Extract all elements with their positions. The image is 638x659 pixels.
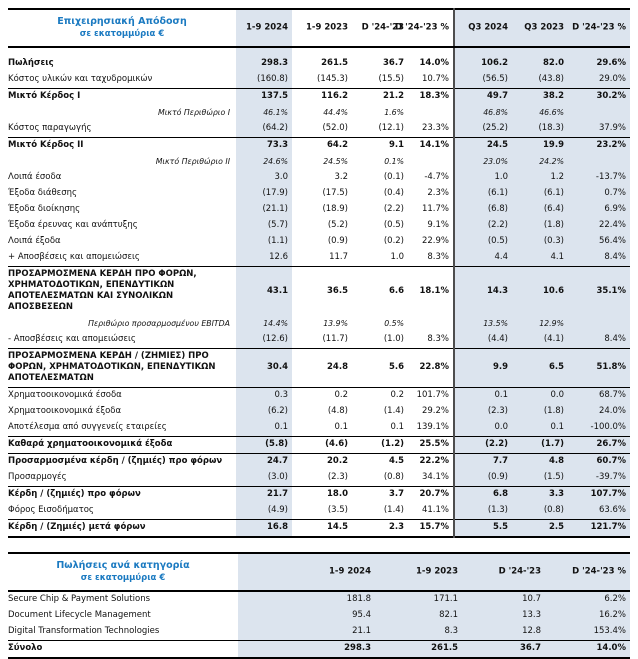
table-cell: 22.4% bbox=[568, 218, 630, 234]
table-cell: 0.1% bbox=[384, 157, 404, 166]
table-cell: 51.8% bbox=[568, 348, 630, 387]
table-row bbox=[8, 137, 630, 154]
row-label: Κέρδη / (Ζημιές) μετά φόρων bbox=[8, 519, 236, 537]
table-cell: (6.4) bbox=[512, 202, 568, 218]
table-title-cell bbox=[8, 553, 238, 591]
table-title: Πωλήσεις ανά κατηγορία bbox=[56, 559, 190, 571]
table-row bbox=[8, 154, 630, 170]
table-cell: 2.3 bbox=[352, 519, 408, 537]
row-label: Μικτό Κέρδος II bbox=[8, 137, 236, 154]
table-cell: 63.6% bbox=[568, 503, 630, 520]
table-cell: 14.1% bbox=[408, 137, 454, 154]
table-cell: 6.8 bbox=[454, 486, 512, 503]
table-cell: 35.1% bbox=[568, 266, 630, 316]
table-cell: 14.5 bbox=[292, 519, 352, 537]
table-cell: 20.7% bbox=[408, 486, 454, 503]
table-cell: (64.2) bbox=[236, 121, 292, 138]
table-cell: (0.4) bbox=[383, 188, 404, 198]
table-row bbox=[8, 453, 630, 470]
table-cell: (52.0) bbox=[322, 123, 348, 133]
table-cell: (25.2) bbox=[454, 121, 512, 138]
table-cell: (3.5) bbox=[327, 505, 348, 515]
table-cell: -39.7% bbox=[568, 470, 630, 487]
table-row bbox=[8, 486, 630, 503]
table-cell: 11.7 bbox=[329, 252, 348, 262]
column-header: D '24-'23 % bbox=[408, 9, 454, 47]
table-cell: 11.7% bbox=[421, 204, 449, 214]
table-row bbox=[8, 348, 630, 387]
table-row bbox=[8, 436, 630, 453]
column-header: 1-9 2024 bbox=[238, 553, 375, 591]
table-cell: 7.7 bbox=[454, 453, 512, 470]
table-cell: 36.7 bbox=[383, 58, 404, 68]
table-cell: 0.1 bbox=[334, 422, 348, 432]
header-row bbox=[8, 553, 630, 591]
table-cell: 0.2 bbox=[352, 387, 408, 404]
row-label: Κέρδη / (ζημιές) προ φόρων bbox=[8, 486, 236, 503]
table-row bbox=[8, 640, 630, 658]
table-cell: (43.8) bbox=[512, 72, 568, 89]
table-cell: 1.6% bbox=[384, 108, 404, 117]
table-cell: -4.7% bbox=[424, 172, 449, 182]
table-cell: (11.7) bbox=[322, 334, 348, 344]
table-cell: (1.4) bbox=[383, 406, 404, 416]
table-cell: (0.8) bbox=[383, 472, 404, 482]
table-cell: 29.2% bbox=[421, 406, 449, 416]
table-cell: 23.3% bbox=[421, 123, 449, 133]
table-cell: 29.6% bbox=[568, 47, 630, 72]
row-label: Μικτό Κέρδος I bbox=[8, 88, 236, 105]
table-cell: -13.7% bbox=[568, 170, 630, 186]
table-cell: 68.7% bbox=[568, 387, 630, 404]
table-cell: 1.2 bbox=[512, 170, 568, 186]
table-cell: 24.5 bbox=[454, 137, 512, 154]
table-cell: 10.7% bbox=[421, 74, 449, 84]
table-cell bbox=[408, 316, 454, 332]
table-cell: (2.2) bbox=[454, 436, 512, 453]
table-cell: 64.2 bbox=[292, 137, 352, 154]
table-cell: 14.4% bbox=[236, 316, 292, 332]
row-label: Πωλήσεις bbox=[8, 58, 54, 68]
table-cell: (0.5) bbox=[454, 234, 512, 250]
row-label: Έξοδα έρευνας και ανάπτυξης bbox=[8, 220, 138, 230]
table-cell: (1.4) bbox=[383, 505, 404, 515]
table-cell: (12.6) bbox=[236, 332, 292, 349]
table-cell: 3.2 bbox=[334, 172, 348, 182]
table-cell: 24.6% bbox=[236, 154, 292, 170]
table-cell: (17.5) bbox=[322, 188, 348, 198]
table-cell: 73.3 bbox=[236, 137, 292, 154]
table-cell: 29.0% bbox=[568, 72, 630, 89]
table-cell: 181.8 bbox=[238, 591, 375, 608]
table-cell: (1.2) bbox=[352, 436, 408, 453]
table-cell: 5.6 bbox=[352, 348, 408, 387]
table-cell: 24.8 bbox=[292, 348, 352, 387]
table-cell: 24.7 bbox=[236, 453, 292, 470]
table-row bbox=[8, 88, 630, 105]
row-label: Document Lifecycle Management bbox=[8, 610, 151, 620]
table-cell: 8.3% bbox=[427, 334, 449, 344]
row-label: - Αποσβέσεις και απομειώσεις bbox=[8, 334, 136, 344]
table-row bbox=[8, 186, 630, 202]
table-cell: (1.8) bbox=[512, 404, 568, 420]
table-cell: 18.0 bbox=[292, 486, 352, 503]
table-cell: (1.7) bbox=[512, 436, 568, 453]
table-cell: 46.8% bbox=[454, 105, 512, 121]
table-cell: 298.3 bbox=[236, 47, 292, 72]
row-label: Κόστος υλικών και ταχυδρομικών bbox=[8, 74, 153, 84]
column-header: Q3 2023 bbox=[512, 9, 568, 47]
table-title: Επιχειρησιακή Απόδοση bbox=[57, 16, 187, 27]
table-row bbox=[8, 503, 630, 520]
table-cell: (1.1) bbox=[236, 234, 292, 250]
table-cell: 44.4% bbox=[323, 108, 348, 117]
table-cell: 43.1 bbox=[236, 266, 292, 316]
table-cell: 22.8% bbox=[408, 348, 454, 387]
row-label: Secure Chip & Payment Solutions bbox=[8, 594, 151, 604]
table-cell: 41.1% bbox=[421, 505, 449, 515]
table-cell: 16.2% bbox=[545, 608, 630, 624]
table-cell: 60.7% bbox=[568, 453, 630, 470]
table-cell: (0.9) bbox=[327, 236, 348, 246]
row-label: Καθαρά χρηματοοικονομικά έξοδα bbox=[8, 436, 236, 453]
table-cell: 8.4% bbox=[568, 332, 630, 349]
table-cell: 0.1 bbox=[454, 387, 512, 404]
table-cell: 23.2% bbox=[568, 137, 630, 154]
table-cell bbox=[568, 154, 630, 170]
table-cell: 5.5 bbox=[454, 519, 512, 537]
table-cell: (18.9) bbox=[322, 204, 348, 214]
table-cell: 4.4 bbox=[454, 250, 512, 267]
table-cell: (5.8) bbox=[236, 436, 292, 453]
table-cell: 56.4% bbox=[568, 234, 630, 250]
table-cell: 24.2% bbox=[512, 154, 568, 170]
table-cell: 0.5% bbox=[384, 319, 404, 328]
table-cell: 107.7% bbox=[568, 486, 630, 503]
table-cell: 21.2 bbox=[352, 88, 408, 105]
table-cell: 116.2 bbox=[292, 88, 352, 105]
table-cell: 261.5 bbox=[321, 58, 348, 68]
table-cell: 4.1 bbox=[512, 250, 568, 267]
table-cell: 8.3 bbox=[375, 624, 462, 641]
table-cell: 12.6 bbox=[236, 250, 292, 267]
table-cell: 6.2% bbox=[545, 591, 630, 608]
table-cell: (6.1) bbox=[454, 186, 512, 202]
sales-by-category-table bbox=[8, 552, 630, 659]
table-cell: 3.3 bbox=[512, 486, 568, 503]
row-label: Λοιπά έξοδα bbox=[8, 236, 61, 246]
table-cell: (17.9) bbox=[236, 186, 292, 202]
table-cell: (56.5) bbox=[454, 72, 512, 89]
table-cell: 46.1% bbox=[236, 105, 292, 121]
table-cell: 14.0% bbox=[419, 58, 449, 68]
table-cell: 14.0% bbox=[545, 640, 630, 658]
table-cell: 18.1% bbox=[408, 266, 454, 316]
table-cell: 2.5 bbox=[512, 519, 568, 537]
row-label: Έξοδα διοίκησης bbox=[8, 204, 81, 214]
table-cell: 6.6 bbox=[352, 266, 408, 316]
table-cell: 6.9% bbox=[568, 202, 630, 218]
table-cell bbox=[568, 316, 630, 332]
table-subtitle: σε εκατομμύρια € bbox=[80, 572, 166, 583]
row-label: Digital Transformation Technologies bbox=[8, 626, 160, 636]
table-cell: (15.5) bbox=[378, 74, 404, 84]
table-cell: 1.0 bbox=[390, 252, 404, 262]
table-row bbox=[8, 105, 630, 121]
table-cell: (0.2) bbox=[383, 236, 404, 246]
table-cell: 8.4% bbox=[568, 250, 630, 267]
table-cell bbox=[408, 154, 454, 170]
column-header: 1-9 2024 bbox=[236, 9, 292, 47]
table-cell: 15.7% bbox=[408, 519, 454, 537]
table-cell: (2.3) bbox=[327, 472, 348, 482]
table-cell: 2.3% bbox=[427, 188, 449, 198]
table-cell: 3.0 bbox=[236, 170, 292, 186]
table-cell: 0.2 bbox=[292, 387, 352, 404]
table-row bbox=[8, 316, 630, 332]
table-row bbox=[8, 72, 630, 89]
table-row bbox=[8, 608, 630, 624]
table-cell: (4.1) bbox=[512, 332, 568, 349]
table-cell: (0.9) bbox=[454, 470, 512, 487]
table-cell: 0.1 bbox=[390, 422, 404, 432]
table-cell: 4.5 bbox=[352, 453, 408, 470]
table-cell: 106.2 bbox=[454, 47, 512, 72]
row-label: Κόστος παραγωγής bbox=[8, 123, 92, 133]
table-cell: (12.1) bbox=[378, 123, 404, 133]
row-label: Μικτό Περιθώριο II bbox=[155, 157, 230, 166]
table-row bbox=[8, 234, 630, 250]
table-cell: 16.8 bbox=[236, 519, 292, 537]
table-cell: 21.1 bbox=[238, 624, 375, 641]
table-cell: (4.8) bbox=[327, 406, 348, 416]
table-cell: 298.3 bbox=[238, 640, 375, 658]
table-cell: (4.6) bbox=[292, 436, 352, 453]
table-cell: 9.1% bbox=[427, 220, 449, 230]
table-cell: (18.3) bbox=[512, 121, 568, 138]
table-cell: (1.0) bbox=[383, 334, 404, 344]
row-label: ΠΡΟΣΑΡΜΟΣΜΕΝΑ ΚΕΡΔΗ / (ΖΗΜΙΕΣ) ΠΡΟ ΦΟΡΩΝ, ΧΡΗΜΑΤΟΔΟΤΙΚΩΝ, ΕΠΕΝΔΥΤΙΚΩΝ ΑΠΟΤΕΛΕΣΜΑΤΩΝ bbox=[8, 348, 236, 387]
table-cell: (4.9) bbox=[236, 503, 292, 520]
column-header: 1-9 2023 bbox=[375, 553, 462, 591]
row-label: Μικτό Περιθώριο I bbox=[157, 108, 230, 117]
table-row bbox=[8, 519, 630, 537]
table-cell: 22.9% bbox=[421, 236, 449, 246]
table-title-cell bbox=[8, 9, 236, 47]
table-row bbox=[8, 250, 630, 267]
table-cell: (160.8) bbox=[236, 72, 292, 89]
table-cell: 13.3 bbox=[462, 608, 545, 624]
table-cell: 22.2% bbox=[408, 453, 454, 470]
table-cell: 13.5% bbox=[454, 316, 512, 332]
table-cell: (1.5) bbox=[512, 470, 568, 487]
table-cell: 95.4 bbox=[238, 608, 375, 624]
table-cell: 121.7% bbox=[568, 519, 630, 537]
table-cell: 24.5% bbox=[323, 157, 348, 166]
table-cell: 0.0 bbox=[512, 387, 568, 404]
table-row bbox=[8, 47, 630, 72]
column-header: 1-9 2023 bbox=[292, 9, 352, 47]
table-cell: -100.0% bbox=[568, 420, 630, 437]
table-cell: 139.1% bbox=[416, 422, 449, 432]
table-row bbox=[8, 266, 630, 316]
table-cell: 37.9% bbox=[568, 121, 630, 138]
table-cell: 20.2 bbox=[292, 453, 352, 470]
table-cell: 153.4% bbox=[545, 624, 630, 641]
table-cell: 3.7 bbox=[352, 486, 408, 503]
table-cell: (6.1) bbox=[512, 186, 568, 202]
row-label: Προσαρμοσμένα κέρδη / (ζημιές) προ φόρων bbox=[8, 453, 236, 470]
table-cell: 34.1% bbox=[421, 472, 449, 482]
table-cell: (0.3) bbox=[512, 234, 568, 250]
row-label: Φόρος Εισοδήματος bbox=[8, 505, 94, 515]
row-label: Έξοδα διάθεσης bbox=[8, 188, 78, 198]
column-header: D '24-'23 bbox=[462, 553, 545, 591]
table-row bbox=[8, 170, 630, 186]
table-cell: 24.0% bbox=[568, 404, 630, 420]
table-cell: 36.5 bbox=[292, 266, 352, 316]
table-cell: (4.4) bbox=[454, 332, 512, 349]
column-header: D '24-'23 bbox=[352, 9, 408, 47]
table-row bbox=[8, 202, 630, 218]
table-cell: (2.2) bbox=[383, 204, 404, 214]
table-cell: 13.9% bbox=[323, 319, 348, 328]
column-header: D '24-'23 % bbox=[568, 9, 630, 47]
table-cell: 0.3 bbox=[236, 387, 292, 404]
table-cell: 0.1 bbox=[512, 420, 568, 437]
table-row bbox=[8, 387, 630, 404]
table-cell: (1.8) bbox=[512, 218, 568, 234]
table-cell: 14.3 bbox=[454, 266, 512, 316]
table-cell: 18.3% bbox=[408, 88, 454, 105]
table-cell: (6.2) bbox=[236, 404, 292, 420]
row-label: Προσαρμογές bbox=[8, 472, 67, 482]
row-label: Περιθώριο προσαρμοσμένου EBITDA bbox=[88, 319, 230, 328]
table-cell: 12.9% bbox=[512, 316, 568, 332]
row-label: ΠΡΟΣΑΡΜΟΣΜΕΝΑ ΚΕΡΔΗ ΠΡΟ ΦΟΡΩΝ, ΧΡΗΜΑΤΟΔΟΤΙΚΩΝ, ΕΠΕΝΔΥΤΙΚΩΝ ΑΠΟΤΕΛΕΣΜΑΤΩΝ ΚΑΙ ΣΥΝΟΛΙΚΩΝ ΑΠΟΣΒΕΣΕΩΝ bbox=[8, 266, 236, 316]
table-cell: 82.1 bbox=[375, 608, 462, 624]
table-cell: (0.1) bbox=[383, 172, 404, 182]
column-header: D '24-'23 % bbox=[545, 553, 630, 591]
table-cell: 21.7 bbox=[236, 486, 292, 503]
table-cell: 0.0 bbox=[454, 420, 512, 437]
table-cell: 19.9 bbox=[512, 137, 568, 154]
table-cell: 25.5% bbox=[408, 436, 454, 453]
table-cell: 0.7% bbox=[568, 186, 630, 202]
table-cell: (6.8) bbox=[454, 202, 512, 218]
table-cell: 4.8 bbox=[512, 453, 568, 470]
table-cell: 10.7 bbox=[462, 591, 545, 608]
table-cell: (0.8) bbox=[512, 503, 568, 520]
table-cell: 171.1 bbox=[375, 591, 462, 608]
table-subtitle: σε εκατομμύρια € bbox=[79, 29, 165, 39]
table-cell: 30.4 bbox=[236, 348, 292, 387]
table-cell: (5.2) bbox=[327, 220, 348, 230]
table-cell: 1.0 bbox=[454, 170, 512, 186]
row-label: Σύνολο bbox=[8, 640, 238, 658]
table-cell bbox=[408, 105, 454, 121]
table-row bbox=[8, 332, 630, 349]
table-cell: (5.7) bbox=[236, 218, 292, 234]
table-cell: 0.1 bbox=[236, 420, 292, 437]
table-cell: 23.0% bbox=[454, 154, 512, 170]
header-row bbox=[8, 9, 630, 47]
table-cell: 30.2% bbox=[568, 88, 630, 105]
row-label: Αποτέλεσμα από συγγενείς εταιρείες bbox=[8, 422, 167, 432]
table-cell: 49.7 bbox=[454, 88, 512, 105]
table-cell: 36.7 bbox=[462, 640, 545, 658]
table-cell: (1.3) bbox=[454, 503, 512, 520]
table-cell: 82.0 bbox=[512, 47, 568, 72]
table-cell: (3.0) bbox=[236, 470, 292, 487]
table-cell: 261.5 bbox=[375, 640, 462, 658]
row-label: Χρηματοοικονομικά έξοδα bbox=[8, 406, 122, 416]
row-label: + Αποσβέσεις και απομειώσεις bbox=[8, 252, 140, 262]
table-cell: (145.3) bbox=[317, 74, 348, 84]
table-row bbox=[8, 121, 630, 138]
table-row bbox=[8, 470, 630, 487]
table-row bbox=[8, 218, 630, 234]
table-cell: 6.5 bbox=[512, 348, 568, 387]
table-cell bbox=[568, 105, 630, 121]
table-cell: (0.5) bbox=[383, 220, 404, 230]
table-cell: 46.6% bbox=[512, 105, 568, 121]
table-cell: (21.1) bbox=[236, 202, 292, 218]
column-header: Q3 2024 bbox=[454, 9, 512, 47]
table-cell: 9.9 bbox=[454, 348, 512, 387]
table-cell: 137.5 bbox=[236, 88, 292, 105]
table-cell: 8.3% bbox=[427, 252, 449, 262]
operational-performance-table bbox=[8, 8, 630, 538]
table-cell: 10.6 bbox=[512, 266, 568, 316]
table-cell: 12.8 bbox=[462, 624, 545, 641]
table-cell: 38.2 bbox=[512, 88, 568, 105]
table-cell: 9.1 bbox=[352, 137, 408, 154]
row-label: Χρηματοοικονομικά έσοδα bbox=[8, 387, 236, 404]
row-label: Λοιπά έσοδα bbox=[8, 172, 62, 182]
table-cell: (2.3) bbox=[454, 404, 512, 420]
table-row bbox=[8, 420, 630, 437]
table-row bbox=[8, 591, 630, 608]
table-cell: 26.7% bbox=[568, 436, 630, 453]
table-cell: (2.2) bbox=[454, 218, 512, 234]
table-cell: 101.7% bbox=[408, 387, 454, 404]
table-row bbox=[8, 404, 630, 420]
